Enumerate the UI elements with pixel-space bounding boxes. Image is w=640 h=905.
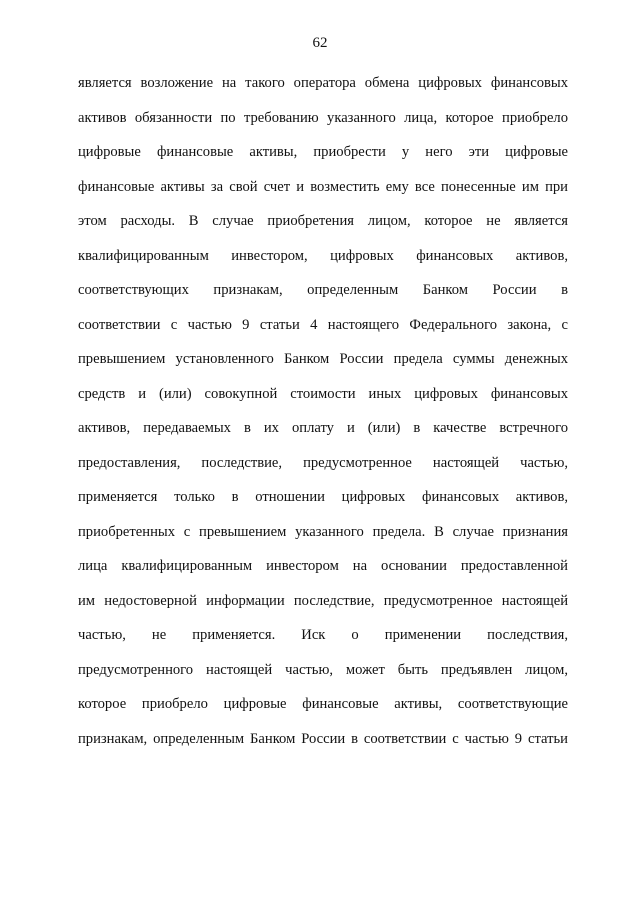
text-line: лица квалифицированным инвестором на основании предоставленной [78,558,568,574]
text-line: им недостоверной информации последствие, предусмотренное настоящей [78,592,568,609]
page-number: 62 [312,35,328,51]
text-line: превышением установленного Банком России предела суммы денежных [78,351,568,367]
text-line: активов обязанности по требованию указанного лица, которое приобрело [78,109,568,126]
text-line: финансовые активы за свой счет и возместить ему все понесенные им при [78,178,568,195]
text-line: квалифицированным инвестором, цифровых финансовых активов, [78,247,568,264]
text-line: соответствующих признакам, определенным Банком России в [78,282,568,298]
text-line: соответствии с частью 9 статьи 4 настоящего Федерального закона, с [78,316,568,333]
text-line: применяется только в отношении цифровых финансовых активов, [78,489,568,505]
text-line: частью, не применяется. Иск о применении последствия, [78,627,568,643]
text-line: активов, передаваемых в их оплату и (или) в качестве встречного [78,420,568,436]
body-paragraph [78,66,568,756]
text-line: признакам, определенным Банком России в соответствии с частью 9 статьи [78,730,568,747]
text-line: приобретенных с превышением указанного предела. В случае признания [78,523,568,540]
text-line: этом расходы. В случае приобретения лицом, которое не является [78,213,568,229]
text-line: цифровые финансовые активы, приобрести у него эти цифровые [78,144,568,160]
text-line: предоставления, последствие, предусмотренное настоящей частью, [78,454,568,471]
text-line: которое приобрело цифровые финансовые активы, соответствующие [78,696,568,712]
text-line: предусмотренного настоящей частью, может быть предъявлен лицом, [78,661,568,678]
text-line: средств и (или) совокупной стоимости иных цифровых финансовых [78,385,568,402]
text-line: является возложение на такого оператора обмена цифровых финансовых [78,75,568,91]
